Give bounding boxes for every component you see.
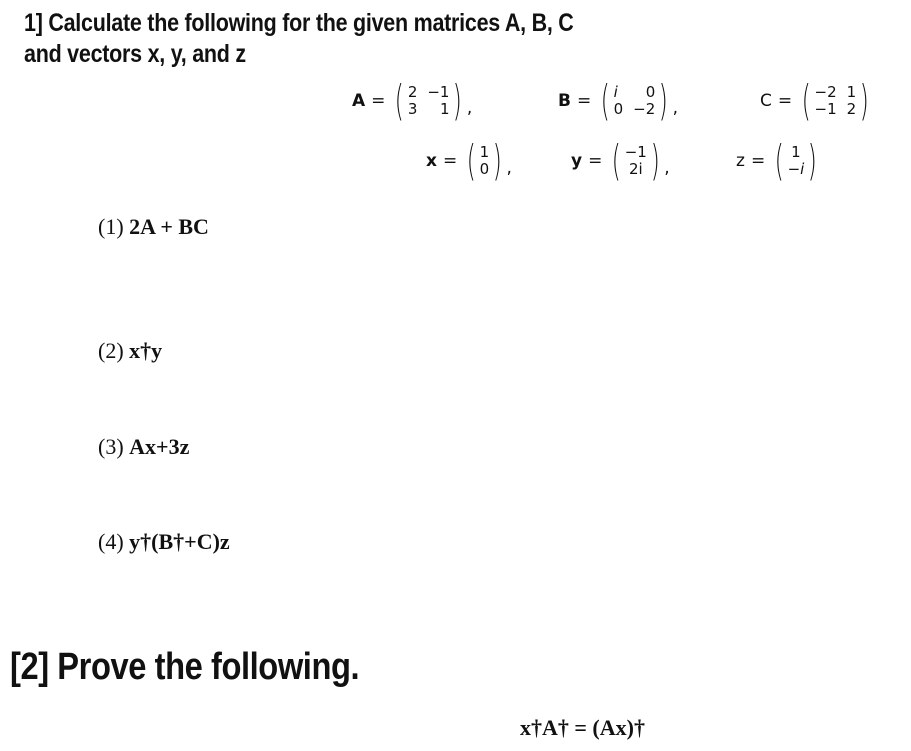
comma: , <box>506 158 512 178</box>
vector-entry: −1 <box>624 143 647 161</box>
matrix-entry: 1 <box>439 100 450 118</box>
matrix-a-entries <box>408 84 450 118</box>
item-expression: y†(B†+C)z <box>129 529 230 554</box>
matrix-a <box>352 76 473 125</box>
equals-sign: = <box>777 91 793 111</box>
matrix-entry: 2 <box>407 83 418 101</box>
matrix-entry: 3 <box>407 100 418 118</box>
item-number: (4) <box>98 529 124 554</box>
vector-entry: 2i <box>628 160 643 178</box>
vector-entry: −i <box>787 160 805 178</box>
matrix-entry: 0 <box>613 100 624 118</box>
open-paren: ( <box>466 136 476 185</box>
problem2-equation: x†A† = (Ax)† <box>520 715 645 740</box>
open-paren: ( <box>612 136 622 185</box>
open-paren: ( <box>600 76 610 125</box>
comma: , <box>672 98 679 118</box>
problem1-heading-line2: and vectors x, y, and z <box>24 40 246 68</box>
matrix-entry: 2 <box>846 100 857 118</box>
matrix-entry: −1 <box>814 100 837 118</box>
vector-y-entries <box>625 144 647 178</box>
open-paren: ( <box>774 136 784 185</box>
problem1-heading <box>24 8 574 70</box>
matrix-b-name: B <box>558 91 571 111</box>
equals-sign: = <box>588 151 603 171</box>
vector-y-name: y <box>571 151 583 171</box>
vector-z-name: z <box>736 151 745 171</box>
matrix-entry: i <box>613 83 618 101</box>
close-paren: ) <box>859 76 869 125</box>
close-paren: ) <box>492 136 502 185</box>
item-expression: x†y <box>129 338 163 363</box>
vector-x-name: x <box>426 151 437 171</box>
item-3 <box>98 434 189 460</box>
vector-z-entries <box>788 144 805 178</box>
matrix-a-name: A <box>352 91 366 111</box>
equals-sign: = <box>371 91 386 111</box>
comma: , <box>466 98 473 118</box>
problem1-heading-line1: 1] Calculate the following for the given matrices A, B, C <box>24 9 574 37</box>
close-paren: ) <box>808 136 818 185</box>
matrix-entry: 1 <box>846 83 857 101</box>
item-4 <box>98 529 230 555</box>
vector-entry: 1 <box>479 143 490 161</box>
matrix-b <box>558 76 679 125</box>
item-number: (2) <box>98 338 124 363</box>
close-paren: ) <box>650 136 660 185</box>
comma: , <box>664 158 670 178</box>
matrix-c-name: C <box>760 91 772 111</box>
matrix-entry: 0 <box>645 83 656 101</box>
vector-entry: 0 <box>479 160 490 178</box>
matrix-entry: −2 <box>814 83 837 101</box>
open-paren: ( <box>801 76 811 125</box>
close-paren: ) <box>453 76 463 125</box>
item-2 <box>98 338 162 364</box>
vector-y <box>571 136 670 185</box>
equals-sign: = <box>750 151 766 171</box>
equals-sign: = <box>442 151 458 171</box>
matrix-entry: −1 <box>427 83 450 101</box>
matrix-c <box>760 76 873 125</box>
close-paren: ) <box>658 76 668 125</box>
open-paren: ( <box>395 76 405 125</box>
item-expression: 2A + BC <box>129 214 209 239</box>
item-1 <box>98 214 209 240</box>
vector-x <box>426 136 512 185</box>
matrix-c-entries <box>815 84 857 118</box>
vector-z <box>736 136 821 185</box>
matrix-b-entries <box>614 84 656 118</box>
item-number: (1) <box>98 214 124 239</box>
problem2-heading: [2] Prove the following. <box>10 646 360 688</box>
item-number: (3) <box>98 434 124 459</box>
item-expression: Ax+3z <box>129 434 190 459</box>
matrix-entry: −2 <box>633 100 656 118</box>
vector-entry: 1 <box>791 143 801 161</box>
vector-x-entries <box>480 144 490 178</box>
equals-sign: = <box>576 91 592 111</box>
